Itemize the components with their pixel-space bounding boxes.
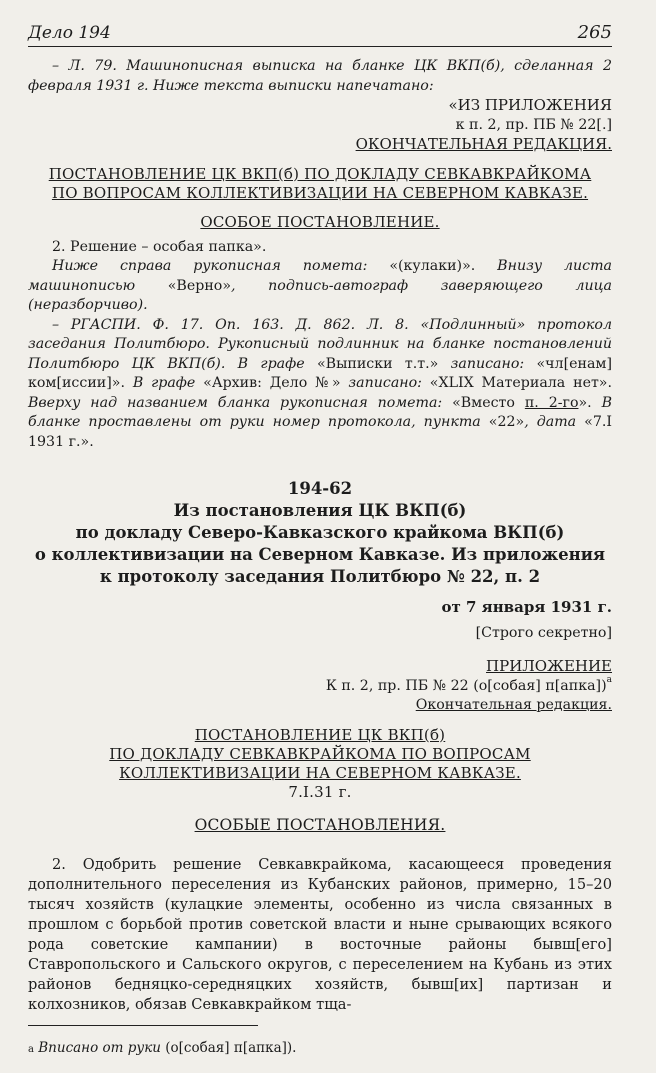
archive-reference: – РГАСПИ. Ф. 17. Оп. 163. Д. 862. Л. 8. «Подлинный» протокол заседания Политбюро. Рукописный подлинник на бланке постановлений Политбюро ЦК ВКП(б). В графе «Выписки т.т.» записано: «чл[енам] ком[иссии]». В графе «Архив: Дело №» записано: «XLIX Материала нет». Вверху над названием бланка рукописная помета: «Вместо п. 2-го». В бланке проставлены от руки номер протокола, пункта «22», дата «7.I 1931 г.».: [28, 316, 612, 450]
document-title-line-1: Из постановления ЦК ВКП(б): [173, 501, 467, 520]
document-title-line-3: о коллективизации на Северном Кавказе. Из приложения: [34, 545, 606, 564]
document-page: [28, 22, 612, 1073]
resolution-title: ПОСТАНОВЛЕНИЕ ЦК ВКП(б) ПО ДОКЛАДУ СЕВКАВКРАЙКОМА ПО ВОПРОСАМ КОЛЛЕКТИВИЗАЦИИ НА СЕВЕРНОМ КАВКАЗЕ.: [48, 164, 592, 202]
resolution-title-line-1: ПОСТАНОВЛЕНИЕ ЦК ВКП(б): [194, 725, 446, 744]
page-header: [28, 22, 612, 47]
document-title-line-2: по докладу Северо-Кавказского крайкома ВКП(б): [75, 523, 565, 542]
document-title-line-4: к протоколу заседания Политбюро № 22, п. 2: [99, 567, 541, 586]
resolution-date: 7.I.31 г.: [288, 782, 352, 801]
from-appendix-heading: «ИЗ ПРИЛОЖЕНИЯ: [448, 96, 612, 114]
resolution-title-line-2: ПО ДОКЛАДУ СЕВКАВКРАЙКОМА ПО ВОПРОСАМ: [109, 744, 531, 763]
appendix-reference: к п. 2, пр. ПБ № 22[.]: [455, 116, 612, 133]
document-date: от 7 января 1931 г.: [441, 598, 612, 616]
final-edition-line: Окончательная редакция.: [415, 697, 612, 713]
body-paragraph: 2. Одобрить решение Севкавкрайкома, касающееся проведения дополнительного переселения из Кубанских районов, примерно, 15–20 тысяч хозяйств (кулацкие элементы, особенно из числа связанных в прошлом с борьбой против советской власти и ныне срывающих всякого рода советские кампании) в восточные районы бывш[его] Ставропольского и Сальского округов, с переселением на Кубань из этих районов бедняцко-середняцких хозяйств, бывш[их] партизан и колхозников, обязав Севкавкрайком тща-: [28, 855, 612, 1013]
special-resolution-label: ОСОБОЕ ПОСТАНОВЛЕНИЕ.: [200, 212, 440, 231]
document-number: 194-62: [287, 479, 353, 498]
secrecy-label: [Строго секретно]: [475, 624, 612, 641]
resolution-title-line-3: КОЛЛЕКТИВИЗАЦИИ НА СЕВЕРНОМ КАВКАЗЕ.: [119, 763, 521, 782]
footnote-marker: а: [606, 674, 612, 685]
footnote-divider: [28, 1025, 258, 1026]
decision-line: 2. Решение – особая папка».: [52, 238, 267, 255]
case-label: Дело 194: [28, 23, 111, 43]
footnote: а Вписано от руки (о[собая] п[апка]).: [28, 1040, 297, 1056]
special-resolutions-label: ОСОБЫЕ ПОСТАНОВЛЕНИЯ.: [194, 815, 446, 834]
handwritten-note: Ниже справа рукописная помета: «(кулаки)». Внизу листа машинописью «Верно», подпись-автограф заверяющего лица (неразборчиво).: [28, 258, 612, 313]
final-edition-label: ОКОНЧАТЕЛЬНАЯ РЕДАКЦИЯ.: [355, 135, 612, 153]
source-description: – Л. 79. Машинописная выписка на бланке ЦК ВКП(б), сделанная 2 февраля 1931 г. Ниже текста выписки напечатано:: [28, 58, 612, 94]
appendix-reference-line: К п. 2, пр. ПБ № 22 (о[собая] п[апка])$^а$: [325, 674, 612, 694]
page-number: 265: [577, 22, 612, 43]
appendix-label: ПРИЛОЖЕНИЕ: [486, 657, 612, 675]
